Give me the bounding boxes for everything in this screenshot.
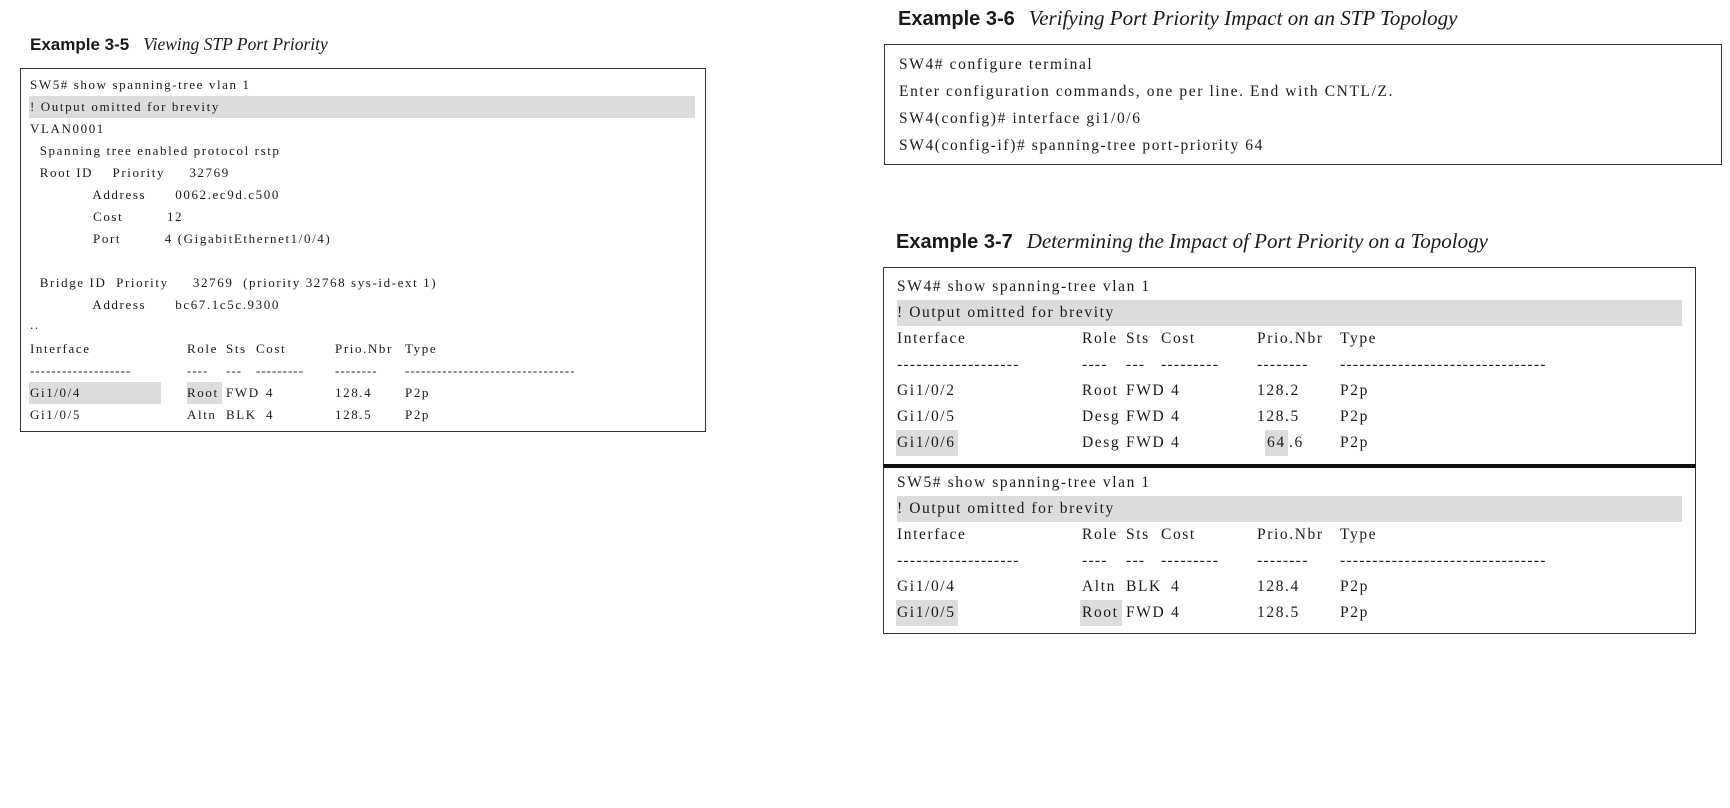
separator: --------- xyxy=(1161,356,1220,373)
separator: ---- xyxy=(187,363,209,378)
example-3-7-sw5-code-box xyxy=(883,464,1696,634)
column-header: Role xyxy=(187,341,218,356)
column-header: Type xyxy=(1340,526,1378,543)
role-cell: Altn xyxy=(187,407,217,422)
role-cell: Root xyxy=(1082,382,1119,399)
type-cell: P2p xyxy=(405,385,431,400)
type-cell: P2p xyxy=(1340,578,1369,595)
example-3-5-caption xyxy=(30,34,328,55)
code-line: Port 4 (GigabitEthernet1/0/4) xyxy=(30,231,332,246)
separator: ------------------- xyxy=(897,552,1020,569)
type-cell: P2p xyxy=(1340,408,1369,425)
example-number: Example 3-5 xyxy=(30,35,130,54)
column-header: Interface xyxy=(897,330,967,347)
table-separator-row xyxy=(30,360,705,382)
sts-cell: BLK xyxy=(1126,578,1162,595)
example-3-6-code-box xyxy=(884,44,1722,165)
column-header: Cost xyxy=(1161,526,1196,543)
code-line: Address bc67.1c5c.9300 xyxy=(30,297,280,312)
column-header: Interface xyxy=(30,341,91,356)
code-line: Bridge ID Priority 32769 (priority 32768 sys-id-ext 1) xyxy=(30,275,438,290)
interface-cell: Gi1/0/4 xyxy=(897,578,956,595)
column-header: Role xyxy=(1082,330,1118,347)
prio-cell: 128.4 xyxy=(1257,578,1300,595)
type-cell: P2p xyxy=(1340,434,1369,451)
column-header: Prio.Nbr xyxy=(335,341,393,356)
example-number: Example 3-6 xyxy=(898,8,1015,30)
separator: -------- xyxy=(335,363,378,378)
example-3-7-caption xyxy=(896,229,1488,254)
column-header: Prio.Nbr xyxy=(1257,526,1324,543)
type-cell: P2p xyxy=(1340,382,1369,399)
separator: -------------------------------- xyxy=(1340,356,1547,373)
column-header: Sts xyxy=(1126,330,1150,347)
code-line: SW5# show spanning-tree vlan 1 xyxy=(897,474,1151,491)
code-line: SW5# show spanning-tree vlan 1 xyxy=(30,77,251,92)
separator: --------- xyxy=(1161,552,1220,569)
code-line: Spanning tree enabled protocol rstp xyxy=(30,143,281,158)
prio-cell: 128.5 xyxy=(1257,604,1300,621)
interface-cell: Gi1/0/5 xyxy=(30,407,81,422)
table-row xyxy=(897,378,1695,404)
prio-cell: 128.5 xyxy=(1257,408,1300,425)
separator: -------------------------------- xyxy=(1340,552,1547,569)
example-3-7-sw4-code-box xyxy=(883,267,1696,465)
cost-cell: 4 xyxy=(1171,434,1181,451)
separator: --- xyxy=(226,363,242,378)
separator: ---- xyxy=(1082,552,1108,569)
column-header: Sts xyxy=(226,341,247,356)
prio-cell: 128.2 xyxy=(1257,382,1300,399)
separator: --- xyxy=(1126,356,1146,373)
code-line: .. xyxy=(30,317,40,332)
type-cell: P2p xyxy=(1340,604,1369,621)
table-row xyxy=(897,600,1695,626)
separator: -------------------------------- xyxy=(405,363,576,378)
table-row xyxy=(897,574,1695,600)
sts-cell: BLK xyxy=(226,407,257,422)
separator: --------- xyxy=(256,363,304,378)
table-separator-row xyxy=(897,548,1695,574)
interface-cell-highlighted: Gi1/0/4 xyxy=(29,382,161,404)
example-3-6-caption xyxy=(898,6,1457,31)
table-row xyxy=(897,430,1695,456)
sts-cell: FWD xyxy=(1126,408,1166,425)
cost-cell: 4 xyxy=(1171,408,1181,425)
code-line: VLAN0001 xyxy=(30,121,105,136)
sts-cell: FWD xyxy=(226,385,260,400)
table-separator-row xyxy=(897,352,1695,378)
code-line: Root ID Priority 32769 xyxy=(30,165,230,180)
sts-cell: FWD xyxy=(1126,434,1166,451)
table-row xyxy=(30,404,705,426)
separator: ------------------- xyxy=(897,356,1020,373)
code-line: Cost 12 xyxy=(30,209,184,224)
code-line: SW4(config)# interface gi1/0/6 xyxy=(899,110,1142,127)
example-title: Viewing STP Port Priority xyxy=(143,34,328,54)
role-cell-highlighted: Root xyxy=(1080,600,1122,626)
role-cell: Desg xyxy=(1082,408,1121,425)
cost-cell: 4 xyxy=(1171,578,1181,595)
code-line: Address 0062.ec9d.c500 xyxy=(30,187,280,202)
sts-cell: FWD xyxy=(1126,382,1166,399)
prio-cell: 128.5 xyxy=(335,407,373,422)
table-row xyxy=(30,382,705,404)
separator: ---- xyxy=(1082,356,1108,373)
example-title: Determining the Impact of Port Priority on a Topology xyxy=(1026,229,1488,253)
column-header: Cost xyxy=(1161,330,1196,347)
table-row xyxy=(897,404,1695,430)
table-header-row xyxy=(897,522,1695,548)
code-line: Enter configuration commands, one per line. End with CNTL/Z. xyxy=(899,83,1395,100)
code-line-highlighted: ! Output omitted for brevity xyxy=(897,300,1682,326)
cost-cell: 4 xyxy=(1171,382,1181,399)
prio-cell: 128.4 xyxy=(335,385,373,400)
code-line: SW4# show spanning-tree vlan 1 xyxy=(897,278,1151,295)
role-cell: Altn xyxy=(1082,578,1116,595)
code-line-highlighted: ! Output omitted for brevity xyxy=(29,96,695,118)
cost-cell: 4 xyxy=(266,407,275,422)
role-cell-highlighted: Root xyxy=(187,382,222,404)
interface-cell-highlighted: Gi1/0/5 xyxy=(896,600,958,626)
separator: -------- xyxy=(1257,552,1309,569)
column-header: Cost xyxy=(256,341,287,356)
column-header: Type xyxy=(1340,330,1378,347)
code-line-blank xyxy=(30,250,705,272)
interface-cell: Gi1/0/5 xyxy=(897,408,956,425)
example-title: Verifying Port Priority Impact on an STP Topology xyxy=(1028,6,1458,30)
example-3-5-code-box xyxy=(20,68,706,432)
table-header-row xyxy=(897,326,1695,352)
interface-cell-highlighted: Gi1/0/6 xyxy=(896,430,958,456)
column-header: Sts xyxy=(1126,526,1150,543)
separator: ------------------- xyxy=(30,363,132,378)
example-number: Example 3-7 xyxy=(896,231,1013,253)
column-header: Role xyxy=(1082,526,1118,543)
separator: -------- xyxy=(1257,356,1309,373)
prio-cell-highlighted: 64 xyxy=(1265,430,1288,456)
code-line: SW4(config-if)# spanning-tree port-priority 64 xyxy=(899,137,1265,154)
sts-cell: FWD xyxy=(1126,604,1166,621)
role-cell: Desg xyxy=(1082,434,1121,451)
code-line: SW4# configure terminal xyxy=(899,56,1094,73)
code-line-highlighted: ! Output omitted for brevity xyxy=(897,496,1682,522)
separator: --- xyxy=(1126,552,1146,569)
interface-cell: Gi1/0/2 xyxy=(897,382,956,399)
column-header: Type xyxy=(405,341,438,356)
table-header-row xyxy=(30,338,705,360)
cost-cell: 4 xyxy=(266,385,275,400)
column-header: Interface xyxy=(897,526,967,543)
type-cell: P2p xyxy=(405,407,431,422)
prio-cell-suffix: .6 xyxy=(1289,434,1304,451)
cost-cell: 4 xyxy=(1171,604,1181,621)
column-header: Prio.Nbr xyxy=(1257,330,1324,347)
